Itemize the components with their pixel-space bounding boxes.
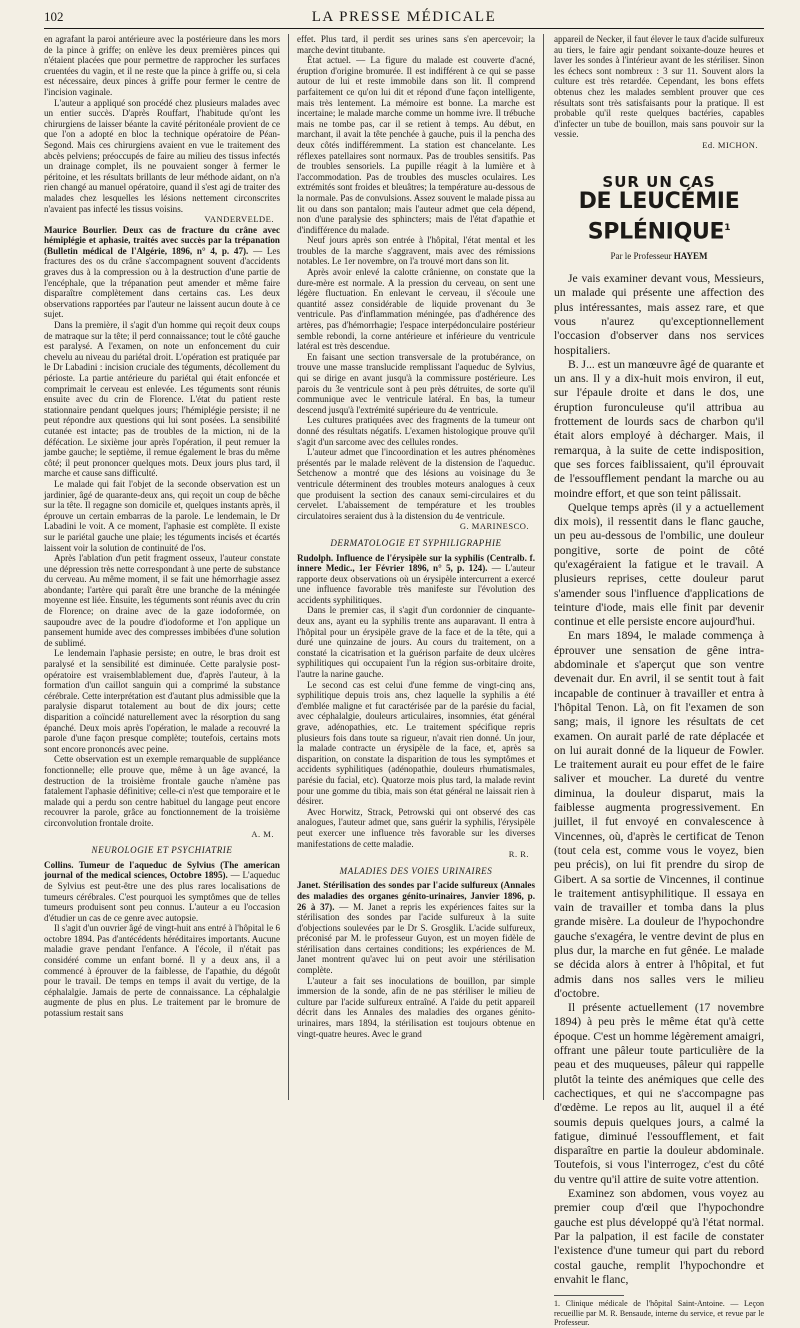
entry-paragraph: Avec Horwitz, Strack, Petrowski qui ont observé des cas analogues, l'auteur admet que, sans guérir la syphilis, l'érysipèle peut exercer une influence très favorable sur les diverses manifestations de cette maladie.: [297, 806, 535, 849]
review-entry-bourlier: [44, 225, 280, 829]
article-paragraph: Je vais examiner devant vous, Messieurs, un malade qui présente une affection des plus intéressantes, mais assez rare, et que vous n'aurez qu'exceptionnellement l'occasion d'observer dans nos services hospitaliers.: [554, 272, 764, 357]
signature: A. M.: [251, 828, 274, 839]
byline-prefix: Par le Professeur: [610, 251, 672, 262]
entry-paragraph: Il s'agit d'un ouvrier âgé de vingt-huit ans entré à l'hôpital le 6 octobre 1894. Pas d'antécédents héréditaires importants. Aucune maladie grave pendant l'enfance. A l'école, il n'était pas considéré comme un enfant borné. Il y a deux ans, il a commencé à éprouver de la faiblesse, de l'apathie, du dégoût pour le travail. De temps en temps il avait du vertige, de la céphalalgie. Jamais de perte de connaissance. La céphalalgie augmente de plus en plus. Le traitement par le bromure de potassium restait sans: [44, 923, 280, 1019]
page-header: [44, 6, 764, 28]
continuation-paragraph: Neuf jours après son entrée à l'hôpital, l'état mental et les troubles de la marche s'aggravent, mais avec des rémissions notables. Le 1er novembre, on l'a trouvé mort dans son lit.: [297, 235, 535, 267]
entry-paragraph: — L'aqueduc de Sylvius est peut-être une des plus rares localisations de tumeurs cérébrales. C'est pourquoi les symptômes que de telles tumeurs produisent sont peu connus. L'auteur a eu l'occasion d'étudier un cas de ce genre avec autopsie.: [44, 870, 280, 923]
entry-title: Janet. Stérilisation des sondes par l'acide sulfureux (Annales des maladies des organes génito-urinaires, Janvier 1896, p. 26 à 37).: [297, 880, 535, 912]
article-paragraph: Il présente actuellement (17 novembre 1894) à peu près le même état qu'à cette époque. C'est un homme légèrement amaigri, offrant une pâleur toute particulière de la peau et des muqueuses, pâleur qui rappelle plutôt la teinte des anémiques que celle des cachectiques, et qui ne s'accompagne pas d'œdème. Le repos au lit, auquel il a été soumis depuis quelques jours, a calmé la fatigue, diminué l'essoufflement, et fait disparaître en partie la douleur abdominale. Toutefois, si vous l'interrogez, c'est du côté du ventre qu'il attire de suite votre attention.: [554, 1001, 764, 1186]
article-title: [554, 189, 764, 245]
page-number: 102: [44, 9, 64, 24]
entry-title: Rudolph. Influence de l'érysipèle sur la syphilis (Centralb. f. innere Medic., 1er Février 1896, n° 5, p. 124).: [297, 552, 535, 574]
entry-paragraph: — Les fractures des os du crâne s'accompagnent souvent d'accidents graves dus à la compression ou à la destruction d'une partie de l'encéphale, que la trépanation peut amender et même faire disparaître complètement dans certains cas. Les deux observations rapportées par l'auteur ne laissent aucun doute à ce sujet.: [44, 245, 281, 320]
entry-paragraph: L'auteur a fait ses inoculations de bouillon, par simple immersion de la sonde, afin de ne pas stériliser le milieu de culture par l'acide sulfureux entraîné. A l'aide du petit appareil décrit dans les Annales des maladies des organes génito-urinaires, mars 1894, la stérilisation est toujours obtenue en vingt-quatre heures. Avec le grand: [297, 975, 535, 1039]
entry-paragraph: Dans la première, il s'agit d'un homme qui reçoit deux coups de matraque sur la tête; il perd connaissance; tout le côté gauche est paralysé. A l'examen, on note un enfoncement du cuir chevelu au niveau du pariétal droit. L'opération est pratiquée par le Dr Labadini : incision cruciale des téguments, décollement du périoste. La partie antérieure du pariétal qui était enfoncée et comprimait le cerveau est enlevée. Les téguments sont réunis ensuite avec du crin de Florence. L'état du patient reste stationnaire pendant quelques jours; l'hémiplégie persiste; il ne peut répondre aux questions qui lui sont posées. La sensibilité cutanée est intacte; pas de troubles de la miction, ni de la défécation. Le sixième jour après l'opération, il peut remuer la jambe gauche; le septième, il remue également le bras du même côté; il peut prononcer quelques mots. Deux jours plus tard, il marche et cause sans difficulté.: [44, 320, 280, 479]
text-columns: [44, 34, 764, 1328]
signature: R. R.: [508, 849, 529, 860]
entry-title: Collins. Tumeur de l'aqueduc de Sylvius (The american journal of the medical sciences, Octobre 1895).: [44, 859, 280, 881]
column-left: [44, 34, 289, 1100]
signature: VANDERVELDE.: [204, 214, 274, 225]
entry-paragraph: — L'auteur rapporte deux observations où un érysipèle intercurrent a exercé une influence favorable très manifeste sur l'évolution des accidents syphilitiques.: [297, 563, 535, 605]
entry-title: Maurice Bourlier. Deux cas de fracture du crâne avec hémiplégie et aphasie, traités avec succès par la trépanation (Bulletin médical de l'Algérie, 1896, n° 4, p. 47).: [44, 224, 280, 256]
article-body: [554, 272, 764, 1287]
column-right: [544, 34, 764, 1328]
continuation-paragraph: Après avoir enlevé la calotte crânienne, on constate que la dure-mère est normale. A la pression du cerveau, on sent une légère fluctuation. En enlevant le cerveau, il s'écoule une quantité assez considérable de liquide provenant du 3e ventricule. Pas d'inflammation méningée, pas d'adhérence des artères, pas d'hémorrhagie; l'espace interpédonculaire postérieur semble rebondi, la corne antérieure et inférieure du ventricule latéral est très descendue.: [297, 267, 535, 352]
article-paragraph: Examinez son abdomen, vous voyez au premier coup d'œil que l'hypochondre gauche est plus développé qu'à l'état normal. Par la palpation, il est facile de constater l'existence d'une tumeur qui part du rebord costal gauche, remplit l'hypochondre et envahit le flanc,: [554, 1187, 764, 1286]
continuation-paragraph: L'auteur admet que l'incoordination et les autres phénomènes présentés par le malade relèvent de la distension de l'aqueduc. Setchenow a montré que des lésions au voisinage du 3e ventricule déterminent des troubles moteurs analogues à ceux que produisent la section des canaux semi-circulaires et du cervelet. L'abaissement de température et les troubles circulatoires seraient dus à la distension du 4e ventricule.: [297, 447, 535, 521]
footnote-rule: [554, 1295, 624, 1296]
header-rule: [44, 28, 764, 29]
article-byline: [554, 251, 764, 262]
article-title-text: DE LEUCÉMIE SPLÉNIQUE: [578, 189, 740, 245]
continuation-paragraph: appareil de Necker, il faut élever le taux d'acide sulfureux au tiers, le faire agir pendant soixante-douze heures et laver les sondes à l'intérieur avant de les stériliser. Sinon les échecs sont nombreux : 3 sur 11. Souvent alors la culture est très retardée. Cependant, les bons effets obtenus chez les malades semblent prouver que ces résultats sont très satisfaisants pour la pratique. Il est probable qu'il reste quelques bactéries, capables d'infecter un tube de bouillon, mais sans pouvoir sur la vessie.: [554, 34, 764, 140]
section-heading: NEUROLOGIE ET PSYCHIATRIE: [91, 845, 233, 856]
section-heading: MALADIES DES VOIES URINAIRES: [339, 865, 493, 876]
column-middle: [289, 34, 544, 1100]
signature: Ed. MICHON.: [702, 139, 758, 150]
entry-paragraph: Le lendemain l'aphasie persiste; en outre, le bras droit est paralysé et la sensibilité est diminuée. Cette paralysie post-opératoire est vraisemblablement due, d'après l'auteur, à la formation d'un caillot sanguin qui a comprimé la substance cérébrale. Cette interprétation est d'autant plus admissible que la paralysie disparut totalement au bout de dix jours; cette disparition a coïncidé naturellement avec la résorption du sang épanché. Deux mois après l'opération, le malade a recouvré la parole d'une façon presque complète; toutefois, certains mots sont encore prononcés avec peine.: [44, 648, 280, 754]
entry-paragraph: Cette observation est un exemple remarquable de suppléance fonctionnelle; elle prouve que, même à un âge avancé, la destruction de la troisième frontale gauche n'amène pas fatalement l'aphasie définitive; celle-ci n'est que temporaire et le malade qui a perdu son centre habituel du langage peut encore recouvrer la parole, grâce au fonctionnement de la troisième circonvolution frontale droite.: [44, 754, 280, 828]
section-heading: DERMATOLOGIE ET SYPHILIGRAPHIE: [330, 537, 502, 548]
review-entry-collins: [44, 860, 280, 1019]
continuation-paragraph: Les cultures pratiquées avec des fragments de la tumeur ont donné des résultats négatifs. L'examen histologique prouve qu'il s'agit d'un sarcome avec des cellules rondes.: [297, 415, 535, 447]
entry-paragraph: Le second cas est celui d'une femme de vingt-cinq ans, syphilitique depuis trois ans, chez laquelle la syphilis a été d'emblée maligne et fut caractérisée par de la parésie du facial, avec céphalalgie, douleurs articulaires, insomnies, état général grave, adénopathies, etc. Le traitement spécifique repris plusieurs fois dans toute sa rigueur, n'avait rien donné. Un jour, la malade contracte un érysipèle de la face, et, après sa disparition, on constate la disparition de tous les symptômes et accidents syphilitiques (adénopathie, douleurs rhumatismales, parésie du facial, etc). Quatorze mois plus tard, la malade revint pour une gomme du tibia, mais son état général ne laissait rien à désirer.: [297, 679, 535, 807]
review-entry-rudolph: [297, 553, 535, 850]
byline-author: HAYEM: [673, 251, 708, 262]
entry-paragraph: Le malade qui fait l'objet de la seconde observation est un jardinier, âgé de quarante-deux ans, qui reçoit un coup de bêche sur la tête. Il regagne son domicile et, quelques instants après, il éprouve un certain embarras de la parole. Le lendemain, le Dr Labadini le voit. A ce moment, l'aphasie est complète. Il existe sur le pariétal gauche une plaie; les téguments incisés et écartés laissent voir la solution de continuité de l'os.: [44, 478, 280, 553]
continuation-paragraph: État actuel. — La figure du malade est couverte d'acné, éruption d'origine bromurée. Il est indifférent à ce qui se passe autour de lui et reste immobile dans son lit. Il comprend parfaitement ce qu'on lui dit et répond d'une façon intelligente, mais très lentement. La mémoire est bonne. La marche est incertaine; le malade marche comme un homme ivre. Il trébuche mais ne tombe pas, car il se retient à temps. Au début, en marchant, il avait la tête penchée à gauche, puis il la pencha des deux côtés indifféremment. La station est chancelante. Les réflexes patellaires sont normaux. Pas de troubles sensitifs. Pas de troubles sensoriels. La pupille réagit à la lumière et à l'accommodation. Pas de troubles des muscles oculaires. Les extrémités sont froides et bleuâtres; la température au-dessous de la normale. Pas de convulsions. Assez souvent le malade pissa au lit ou dans son pantalon; mais l'auteur admet que cela dépend, non d'une paralysie des sphincters; mais de l'état d'apathie et d'indifférence du malade.: [297, 55, 535, 235]
article-paragraph: En mars 1894, le malade commença à éprouver une sensation de gêne intra-abdominale et s'aperçut que son ventre devenait dur. En avril, il se sentit tout à fait incapable de continuer à travailler et entra à l'hôpital Tenon. Là, on fit l'examen de son sang; mais, il ignore les résultats de cet examen. On aurait parlé de rate déplacée et on lui aurait donné de la liqueur de Fowler. Le traitement aurait eu pour effet de le faire saliver et moucher. La dureté du ventre diminua, la douleur disparut, mais la faiblesse augmenta progressivement. En juillet, il fut envoyé en convalescence à Vincennes, où, d'après le certificat de Tenon (tout cela est, comme vous le voyez, bien peu précis), on lui fit prendre du sirop de Gibert. A sa sortie de Vincennes, il continue le traitement antisyphilitique. Il essaya en vain de travailler et tomba dans la plus grande misère. La douleur de l'hypochondre gauche s'exagéra, le ventre devint de plus en plus dur, la marche en fut gênée. Le malade se décida alors à entrer à l'hôpital, et fut admis dans nos salles vers le milieu d'octobre.: [554, 629, 764, 1000]
continuation-paragraph: en agrafant la paroi antérieure avec la postérieure dans les mors de la pince à griffe; on enlève les deux premières pinces qui n'étaient placées que pour permettre de rapprocher les surfaces cruentées du vagin, et il ne reste que la pince à griffe ou, si cela est nécessaire, deux pinces à griffe pour fermer le centre de l'incision vaginale.: [44, 34, 280, 97]
entry-paragraph: — M. Janet a repris les expériences faites sur la stérilisation des sondes par l'acide sulfureux à la suite d'objections soulevées par le Dr S. Grosglik. L'acide sulfureux, préconisé par M. le professeur Guyon, est un moyen fidèle de stérilisation dans certaines conditions; les expériences de M. Janet montrent qu'avec lui on peut avoir une stérilisation complète.: [297, 901, 535, 976]
article-over-title: SUR UN CAS: [602, 172, 716, 191]
signature: G. MARINESCO.: [459, 521, 529, 532]
footnote: 1. Clinique médicale de l'hôpital Saint-Antoine. — Leçon recueillie par M. R. Bensaude, interne du service, et revue par le Professeur.: [554, 1299, 764, 1328]
continuation-paragraph: L'auteur a appliqué son procédé chez plusieurs malades avec un entier succès. D'après Rouffart, l'habitude qu'ont les chirurgiens de laisser béante la cavité péritonéale provient de ce que l'on a adopté en bloc la technique opératoire de Péan-Segond. Mais ces chirurgiens avaient en vue le traitement des abcès pelviens; préoccupés de faire au milieu des tissus infectés un drainage complet, ils ne pouvaient songer à fermer le péritoine, et les résultats brillants de leur méthode aidant, on n'a rien changé au manuel opératoire, quand il s'est agi de traiter des malades chez lesquelles les lésions nettement circonscrites n'avaient pas infecté les tissus voisins.: [44, 97, 280, 214]
continuation-paragraph: En faisant une section transversale de la protubérance, on trouve une masse translucide remplissant l'aqueduc de Sylvius, qui se dirige en avant jusqu'à la commissure postérieure. Les parois du 3e ventricule sont à peu près détruites, de sorte qu'il communique avec le ventricule latéral. En bas, la tumeur descend jusqu'à l'extrémité supérieure du 4e ventricule.: [297, 351, 535, 415]
continuation-paragraph: effet. Plus tard, il perdit ses urines sans s'en apercevoir; la marche devint titubante.: [297, 34, 535, 55]
review-entry-janet: [297, 880, 535, 1039]
article-paragraph: B. J... est un manœuvre âgé de quarante et un ans. Il y a dix-huit mois environ, il eut, sur l'épaule droite et dans le dos, une éruption furonculeuse qu'il attribua au frottement de lourds sacs de charbon qu'il était alors employé à décharger. Mais, il remarqua, à la suite de cette indisposition, que ses forces faiblissaient, qu'il éprouvait de l'essoufflement pendant la marche ou au moindre effort, et que son teint pâlissait.: [554, 357, 764, 500]
article-paragraph: Quelque temps après (il y a actuellement dix mois), il ressentit dans le flanc gauche, un peu au-dessous de l'ombilic, une douleur pongitive, sorte de point de côté qu'exagéraient la fatigue et le travail. A plusieurs reprises, cette douleur parut s'amender sous l'influence d'applications de teinture d'iode, mais elle finit par devenir continue et elle persiste encore aujourd'hui.: [554, 500, 764, 629]
footnote-marker: 1: [724, 223, 731, 234]
entry-paragraph: Après l'ablation d'un petit fragment osseux, l'auteur constate une dépression très nette correspondant à une perte de substance du cerveau. Au même moment, il se fait une hémorrhagie assez abondante; l'artère qui paraît être une branche de la méningée moyenne est liée. Ensuite, les téguments sont réunis avec du crin de Florence; on draine avec de la gaze iodoformée, on saupoudre avec de la poudre d'iodoforme et l'on applique un pansement humide avec des compresses imbibées d'une solution de sublimé.: [44, 553, 280, 648]
journal-title: LA PRESSE MÉDICALE: [311, 8, 497, 25]
entry-paragraph: Dans le premier cas, il s'agit d'un cordonnier de cinquante-deux ans, ayant eu la syphilis trente ans auparavant. Il entra à l'hôpital pour un érysipèle grave de la face et de la tête, qui a duré une quinzaine de jours. Au cours du traitement, on a constaté la cicatrisation et la guérison parfaite de deux ulcères syphilitiques qui occupaient l'un la région sus-orbitaire droite, l'autre la narine gauche.: [297, 605, 535, 680]
